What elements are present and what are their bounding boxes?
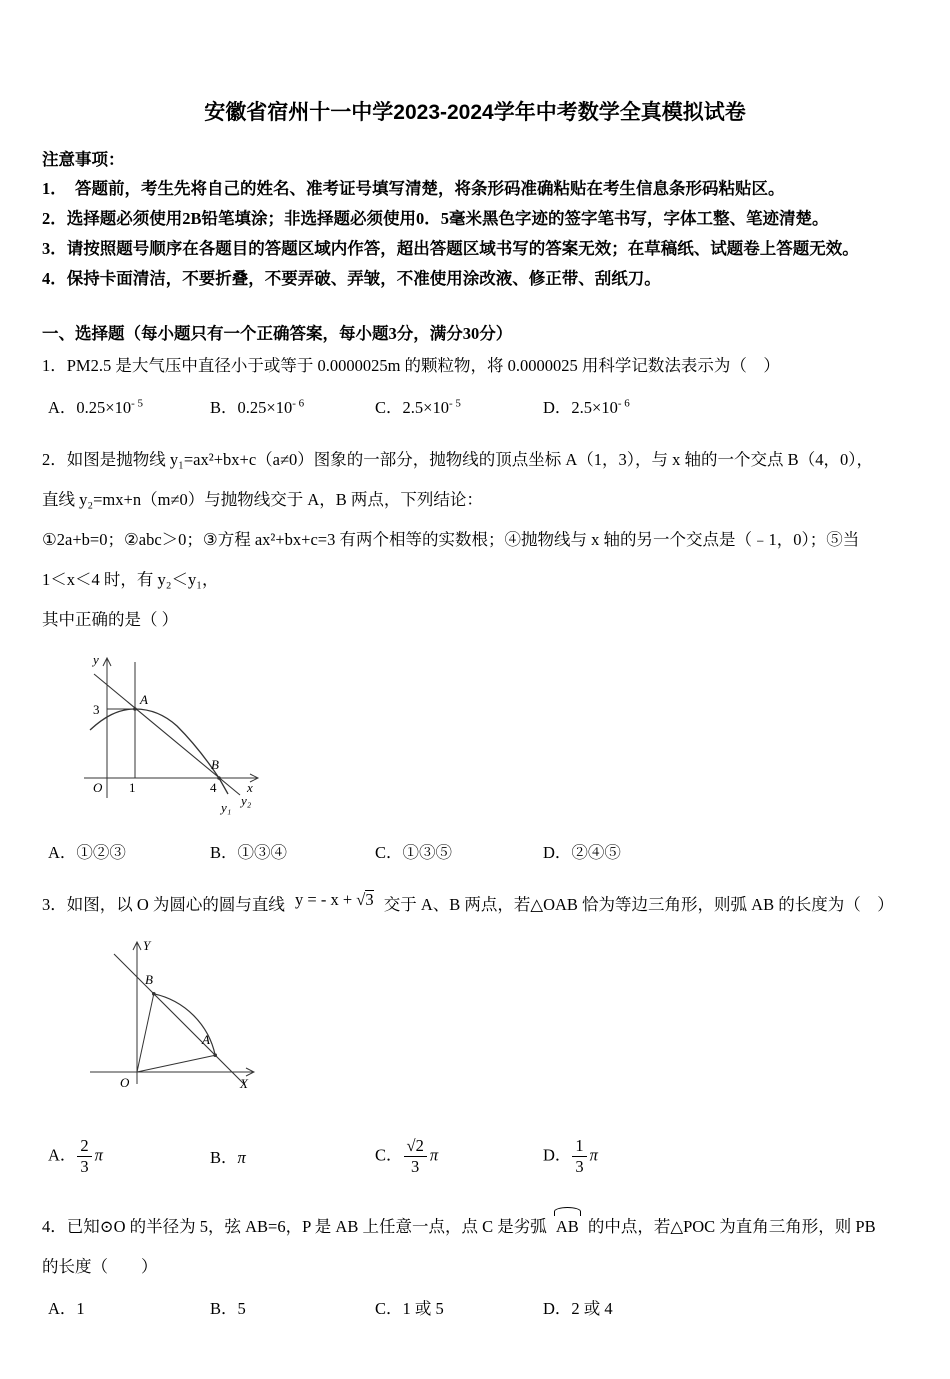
fraction-numerator: √2 bbox=[406, 1135, 424, 1155]
point-B bbox=[152, 992, 156, 996]
question-2-text-line: 1＜x＜4 时，有 y₂＜y₁， bbox=[42, 569, 219, 589]
option-3c bbox=[375, 1137, 543, 1176]
option-value: π bbox=[237, 1148, 246, 1168]
parabola-figure bbox=[42, 648, 908, 825]
option-value: ②④⑤ bbox=[571, 842, 621, 862]
arc-AB-notation: AB bbox=[554, 1213, 581, 1239]
question-4-options bbox=[42, 1295, 908, 1319]
option-2d bbox=[543, 839, 908, 863]
option-label: C． bbox=[375, 397, 403, 417]
line-equation bbox=[295, 888, 374, 912]
option-2c bbox=[375, 839, 543, 863]
equation-text: y = - x + bbox=[295, 889, 357, 909]
question-2-text-line: ①2a+b=0；②abc＞0；③方程 ax²+bx+c=3 有两个相等的实数根；④抛物线与 x 轴的另一个交点是（﹣1，0）；⑤当 bbox=[42, 529, 860, 549]
notice-item: 3．请按照题号顺序在各题目的答题区域内作答，超出答题区域书写的答案无效；在草稿纸、试题卷上答题无效。 bbox=[42, 239, 859, 258]
fraction bbox=[572, 1137, 586, 1176]
option-value: 2 或 4 bbox=[571, 1299, 613, 1319]
option-4b bbox=[210, 1295, 375, 1319]
question-3 bbox=[42, 889, 908, 1184]
option-label: A． bbox=[48, 1145, 77, 1165]
label-y2: y₂ bbox=[241, 792, 252, 808]
question-4-text bbox=[42, 1213, 908, 1239]
fraction-numerator: 2 bbox=[80, 1135, 89, 1155]
option-label: D． bbox=[543, 1145, 572, 1165]
question-2-options bbox=[42, 839, 908, 863]
chord-line bbox=[114, 954, 244, 1084]
question-2 bbox=[42, 448, 908, 863]
parabola-curve bbox=[90, 709, 228, 794]
label-x: x bbox=[247, 779, 253, 795]
option-pi: π bbox=[94, 1145, 103, 1165]
option-value: 2.5×10 bbox=[402, 397, 449, 417]
option-label: D． bbox=[543, 1299, 572, 1319]
question-4-text-pre: 4．已知⊙O 的半径为 5，弦 AB=6，P 是 AB 上任意一点，点 C 是劣弧 bbox=[42, 1217, 547, 1237]
option-value: 5 bbox=[237, 1299, 246, 1319]
question-2-text-line: 2．如图是抛物线 y₁=ax²+bx+c（a≠0）图象的一部分，抛物线的顶点坐标 A（1，3），与 x 轴的一个交点 B（4，0）， bbox=[42, 449, 873, 469]
option-1d bbox=[543, 394, 908, 418]
radius-OA bbox=[137, 1056, 215, 1073]
label-3: 3 bbox=[93, 701, 100, 717]
fraction-denominator: 3 bbox=[404, 1156, 427, 1176]
option-1a bbox=[48, 394, 210, 418]
option-1b bbox=[210, 394, 375, 418]
section-heading: 一、选择题（每小题只有一个正确答案，每小题3分，满分30分） bbox=[42, 324, 513, 343]
option-label: C． bbox=[375, 1299, 403, 1319]
question-3-text bbox=[42, 889, 908, 917]
label-y1: y₁ bbox=[221, 799, 232, 815]
circle-figure bbox=[42, 932, 908, 1115]
fraction-denominator: 3 bbox=[77, 1156, 91, 1176]
circle-graph bbox=[42, 932, 267, 1110]
fraction-denominator: 3 bbox=[572, 1156, 586, 1176]
option-2b bbox=[210, 839, 375, 863]
option-label: B． bbox=[210, 397, 238, 417]
notice-item: 1． 答题前，考生先将自己的姓名、准考证号填写清楚，将条形码准确粘贴在考生信息条形码粘贴区。 bbox=[42, 179, 785, 198]
question-3-text-pre: 3．如图，以 O 为圆心的圆与直线 bbox=[42, 894, 285, 914]
option-label: A． bbox=[48, 1299, 77, 1319]
question-2-text-line: 其中正确的是（ ） bbox=[42, 609, 179, 629]
option-pi: π bbox=[589, 1145, 598, 1165]
option-label: B． bbox=[210, 842, 238, 862]
notice-section bbox=[42, 146, 908, 294]
option-label: A． bbox=[48, 842, 77, 862]
label-O: O bbox=[93, 779, 103, 795]
notice-item: 4．保持卡面清洁，不要折叠，不要弄破、弄皱，不准使用涂改液、修正带、刮纸刀。 bbox=[42, 269, 661, 288]
label-1: 1 bbox=[129, 779, 136, 795]
label-y: y bbox=[93, 651, 99, 667]
label-4: 4 bbox=[210, 779, 217, 795]
option-2a bbox=[48, 839, 210, 863]
option-4d bbox=[543, 1295, 908, 1319]
notice-heading: 注意事项： bbox=[42, 150, 125, 169]
option-value: ①③⑤ bbox=[402, 842, 453, 862]
option-3b bbox=[210, 1144, 375, 1168]
label-B: B bbox=[145, 972, 153, 988]
option-value: 0.25×10 bbox=[237, 397, 293, 417]
option-3d bbox=[543, 1137, 908, 1176]
radicand: 3 bbox=[365, 889, 374, 909]
option-label: C． bbox=[375, 842, 403, 862]
option-value: 2.5×10 bbox=[571, 397, 618, 417]
option-exponent: - 5 bbox=[448, 397, 461, 410]
option-value: 1 或 5 bbox=[402, 1299, 444, 1319]
question-1-options bbox=[42, 394, 908, 418]
option-4a bbox=[48, 1295, 210, 1319]
point-B bbox=[217, 776, 221, 780]
question-1 bbox=[42, 354, 908, 418]
option-3a bbox=[48, 1137, 210, 1176]
option-label: D． bbox=[543, 397, 572, 417]
fraction bbox=[77, 1137, 91, 1176]
option-value: ①②③ bbox=[76, 842, 126, 862]
question-3-options bbox=[42, 1129, 908, 1183]
question-2-text-line: 直线 y₂=mx+n（m≠0）与抛物线交于 A，B 两点，下列结论： bbox=[42, 489, 483, 509]
question-4-text-post: 的中点，若△POC 为直角三角形，则 PB bbox=[587, 1217, 876, 1237]
option-label: C． bbox=[375, 1145, 403, 1165]
option-value: ①③④ bbox=[237, 842, 288, 862]
option-value: 1 bbox=[76, 1299, 85, 1319]
point-A bbox=[213, 1054, 217, 1058]
option-label: D． bbox=[543, 842, 572, 862]
option-value: 0.25×10 bbox=[76, 397, 132, 417]
radius-OB bbox=[137, 994, 154, 1072]
label-B: B bbox=[211, 756, 219, 772]
option-pi: π bbox=[429, 1145, 439, 1165]
fraction-numerator: 1 bbox=[575, 1135, 584, 1155]
option-exponent: - 5 bbox=[131, 397, 144, 410]
option-exponent: - 6 bbox=[292, 397, 305, 410]
label-A: A bbox=[202, 1032, 210, 1048]
option-label: B． bbox=[210, 1148, 238, 1168]
option-4c bbox=[375, 1295, 543, 1319]
question-4 bbox=[42, 1213, 908, 1319]
option-label: A． bbox=[48, 397, 77, 417]
question-1-text: 1．PM2.5 是大气压中直径小于或等于 0.0000025m 的颗粒物，将 0.0000025 用科学记数法表示为（ ） bbox=[42, 356, 780, 375]
notice-item: 2．选择题必须使用2B铅笔填涂；非选择题必须使用0．5毫米黑色字迹的签字笔书写，字体工整、笔迹清楚。 bbox=[42, 209, 829, 228]
label-X: X bbox=[240, 1076, 248, 1092]
option-exponent: - 6 bbox=[617, 397, 630, 410]
option-label: B． bbox=[210, 1299, 238, 1319]
parabola-graph bbox=[42, 648, 277, 820]
fraction bbox=[404, 1137, 427, 1176]
point-A bbox=[133, 707, 137, 711]
radical-sign: √ bbox=[356, 889, 366, 909]
label-A: A bbox=[140, 691, 148, 707]
question-4-text-line2: 的长度（ ） bbox=[42, 1257, 158, 1277]
question-3-text-post: 交于 A、B 两点，若△OAB 恰为等边三角形，则弧 AB 的长度为（ ） bbox=[383, 894, 894, 914]
option-1c bbox=[375, 394, 543, 418]
page-title: 安徽省宿州十一中学2023-2024学年中考数学全真模拟试卷 bbox=[204, 101, 746, 124]
label-O: O bbox=[120, 1075, 130, 1091]
label-Y: Y bbox=[143, 938, 151, 954]
